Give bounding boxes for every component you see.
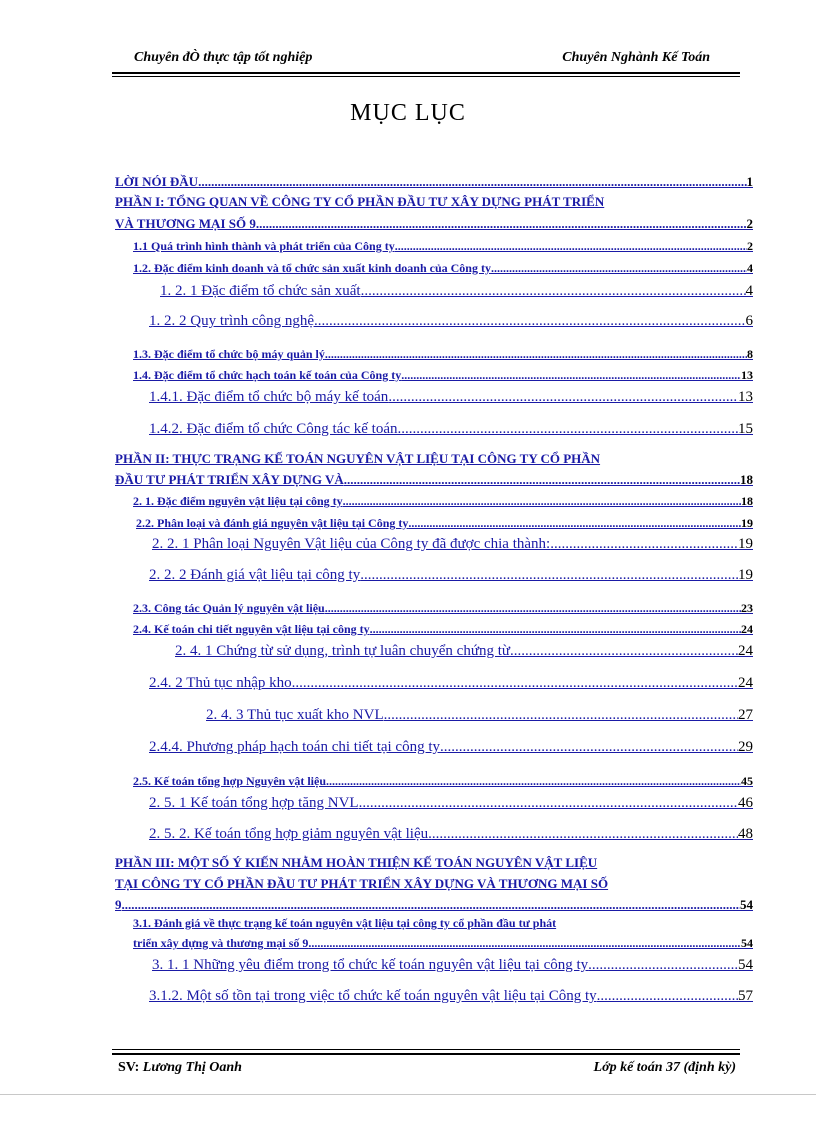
page-edge <box>0 1094 816 1095</box>
toc-entry-page: 19 <box>741 516 753 530</box>
toc-entry-title: 2. 1. Đặc điểm nguyên vật liệu tại công ty <box>133 494 343 508</box>
toc-entry-3-1[interactable]: 3.1. Đánh giá về thực trạng kế toán nguyên vật liệu tại công ty cổ phần đầu tư phát <box>133 916 557 930</box>
toc-entry-title: 2.4. Kế toán chi tiết nguyên vật liệu tại công ty <box>133 622 370 636</box>
toc-entry-2-2[interactable] <box>136 516 753 531</box>
toc-entry-page: 48 <box>738 826 753 842</box>
toc-entry-2-5-2[interactable] <box>149 826 753 843</box>
toc-entry-page: 15 <box>738 421 753 437</box>
toc-entry-phan-1[interactable]: PHẦN I: TỔNG QUAN VỀ CÔNG TY CỔ PHẦN ĐẦU TƯ XÂY DỰNG PHÁT TRIỂN <box>115 194 605 209</box>
toc-entry-1-1[interactable] <box>133 239 753 254</box>
toc-entry-title: 2.4. 2 Thủ tục nhập kho. <box>149 675 296 691</box>
toc-entry-loi-noi-dau[interactable] <box>115 174 753 190</box>
toc-entry-page: 18 <box>741 494 753 508</box>
footer-rule <box>112 1053 740 1055</box>
toc-entry-page: 57 <box>738 988 753 1004</box>
toc-entry-page: 54 <box>738 957 753 973</box>
toc-entry-title: VÀ THƯƠNG MẠI SỐ 9 <box>115 216 256 231</box>
toc-entry-title: 1.2. Đặc điểm kinh doanh và tổ chức sản xuất kinh doanh của Công ty <box>133 261 491 275</box>
toc-entry-2-4-4[interactable] <box>149 739 753 756</box>
toc-entry-phan-3[interactable]: PHẦN III: MỘT SỐ Ý KIẾN NHẰM HOÀN THIỆN KẾ TOÁN NGUYÊN VẬT LIỆU <box>115 855 598 870</box>
toc-entry-3-1-cont[interactable] <box>133 936 753 951</box>
toc-entry-page: 8 <box>747 347 753 361</box>
page-title: MỤC LỤC <box>350 100 466 126</box>
toc-entry-1-2[interactable] <box>133 261 753 276</box>
toc-entry-page: 6 <box>745 313 753 329</box>
footer-sv-label: SV: <box>118 1060 140 1075</box>
toc-entry-title: 1.4.1. Đặc điểm tổ chức bộ máy kế toán <box>149 389 389 405</box>
toc-entry-page: 19 <box>738 536 753 552</box>
toc-entry-page: 1 <box>746 174 753 189</box>
toc-entry-1-4-2[interactable] <box>149 421 753 438</box>
toc-entry-2-4-1[interactable] <box>175 643 753 660</box>
toc-entry-page: 45 <box>741 774 753 788</box>
toc-entry-title: 3. 1. 1 Những yêu điểm trong tổ chức kế toán nguyên vật liệu tại công ty <box>152 957 589 973</box>
header-left: Chuyên đÒ thực tập tốt nghiệp <box>134 50 313 65</box>
footer-class: Lớp kế toán 37 (định kỳ) <box>593 1060 736 1075</box>
header-right: Chuyên Nghành Kế Toán <box>562 50 710 65</box>
footer-student-name: Lương Thị Oanh <box>142 1060 242 1075</box>
toc-entry-page: 4 <box>747 261 753 275</box>
toc-entry-title: LỜI NÓI ĐẦU <box>115 174 199 189</box>
toc-entry-page: 24 <box>738 675 753 691</box>
toc-entry-page: 2 <box>747 239 753 253</box>
toc-entry-title: 1.1 Quá trình hình thành và phát triển của Công ty <box>133 239 395 253</box>
toc-entry-1-3[interactable] <box>133 347 753 362</box>
toc-entry-title: 2. 4. 3 Thủ tục xuất kho NVL <box>206 707 384 723</box>
toc-entry-2-5-1[interactable] <box>149 795 753 812</box>
toc-entry-2-2-2[interactable] <box>149 567 753 584</box>
toc-entry-page: 13 <box>738 389 753 405</box>
toc-entry-title: 1. 2. 1 Đặc điểm tổ chức sản xuất <box>160 283 361 299</box>
toc-entry-page: 24 <box>738 643 753 659</box>
toc-entry-2-4[interactable] <box>133 622 753 637</box>
toc-entry-1-4-1[interactable] <box>149 389 753 406</box>
toc-entry-page: 46 <box>738 795 753 811</box>
toc-entry-2-3[interactable] <box>133 601 753 616</box>
toc-entry-title: 2.3. Công tác Quản lý nguyên vật liệu <box>133 601 325 615</box>
toc-entry-2-4-2[interactable] <box>149 675 753 692</box>
toc-entry-2-1[interactable] <box>133 494 753 509</box>
toc-entry-title: 9 <box>115 897 122 912</box>
toc-entry-title: 2.5. Kế toán tổng hợp Nguyên vật liệu <box>133 774 326 788</box>
toc-entry-1-4[interactable] <box>133 368 753 383</box>
toc-entry-title: triển xây dựng và thương mại số 9 <box>133 936 309 950</box>
toc-entry-page: 24 <box>741 622 753 636</box>
toc-entry-page: 13 <box>741 368 753 382</box>
toc-entry-3-1-2[interactable] <box>149 988 753 1005</box>
toc-entry-2-5[interactable] <box>133 774 753 789</box>
toc-entry-page: 54 <box>740 897 753 912</box>
toc-entry-title: 3.1.2. Một số tồn tại trong việc tổ chức kế toán nguyên vật liệu tại Công ty <box>149 988 597 1004</box>
toc-entry-page: 23 <box>741 601 753 615</box>
toc-entry-phan-2[interactable]: PHẦN II: THỰC TRẠNG KẾ TOÁN NGUYÊN VẬT LIỆU TẠI CÔNG TY CỔ PHẦN <box>115 451 601 466</box>
toc-entry-page: 27 <box>738 707 753 723</box>
toc-entry-page: 29 <box>738 739 753 755</box>
toc-entry-title: 2. 2. 1 Phân loại Nguyên Vật liệu của Công ty đã được chia thành: <box>152 536 551 552</box>
toc-entry-title: 2.4.4. Phương pháp hạch toán chi tiết tại công ty <box>149 739 441 755</box>
toc-entry-title: 2. 5. 2. Kế toán tổng hợp giảm nguyên vật liệu. <box>149 826 432 842</box>
toc-entry-title: 2. 2. 2 Đánh giá vật liệu tại công ty <box>149 567 361 583</box>
toc-entry-phan-3-cont2[interactable] <box>115 897 753 913</box>
toc-entry-title: 1.4.2. Đặc điểm tổ chức Công tác kế toán <box>149 421 398 437</box>
toc-entry-title: 1. 2. 2 Quy trình công nghệ <box>149 313 314 329</box>
toc-entry-title: 2. 4. 1 Chứng từ sử dụng, trình tự luân chuyển chứng từ <box>175 643 511 659</box>
toc-entry-page: 19 <box>738 567 753 583</box>
toc-entry-1-2-2[interactable] <box>149 313 753 330</box>
toc-entry-2-2-1[interactable] <box>152 536 753 553</box>
toc-entry-1-2-1[interactable] <box>160 283 753 300</box>
footer-student <box>118 1060 242 1076</box>
toc-entry-phan-1-cont[interactable] <box>115 216 753 232</box>
toc-entry-page: 54 <box>741 936 753 950</box>
footer-rule-thin <box>112 1049 740 1050</box>
toc-entry-phan-2-cont[interactable] <box>115 472 753 488</box>
toc-entry-page: 18 <box>740 472 753 487</box>
toc-entry-title: 1.3. Đặc điểm tổ chức bộ máy quản lý <box>133 347 325 361</box>
toc-entry-title: ĐẦU TƯ PHÁT TRIỂN XÂY DỰNG VÀ <box>115 472 344 487</box>
toc-entry-title: 2. 5. 1 Kế toán tổng hợp tăng NVL <box>149 795 359 811</box>
toc-entry-3-1-1[interactable] <box>152 957 753 974</box>
toc-entry-title: 1.4. Đặc điểm tổ chức hạch toán kế toán của Công ty <box>133 368 402 382</box>
toc-entry-page: 4 <box>745 283 753 299</box>
toc-entry-phan-3-cont[interactable]: TẠI CÔNG TY CỔ PHẦN ĐẦU TƯ PHÁT TRIỂN XÂY DỰNG VÀ THƯƠNG MẠI SỐ <box>115 876 609 891</box>
toc-entry-2-4-3[interactable] <box>206 707 753 724</box>
toc-entry-title: 2.2. Phân loại và đánh giá nguyên vật liệu tại Công ty <box>136 516 409 530</box>
toc-entry-page: 2 <box>746 216 753 231</box>
